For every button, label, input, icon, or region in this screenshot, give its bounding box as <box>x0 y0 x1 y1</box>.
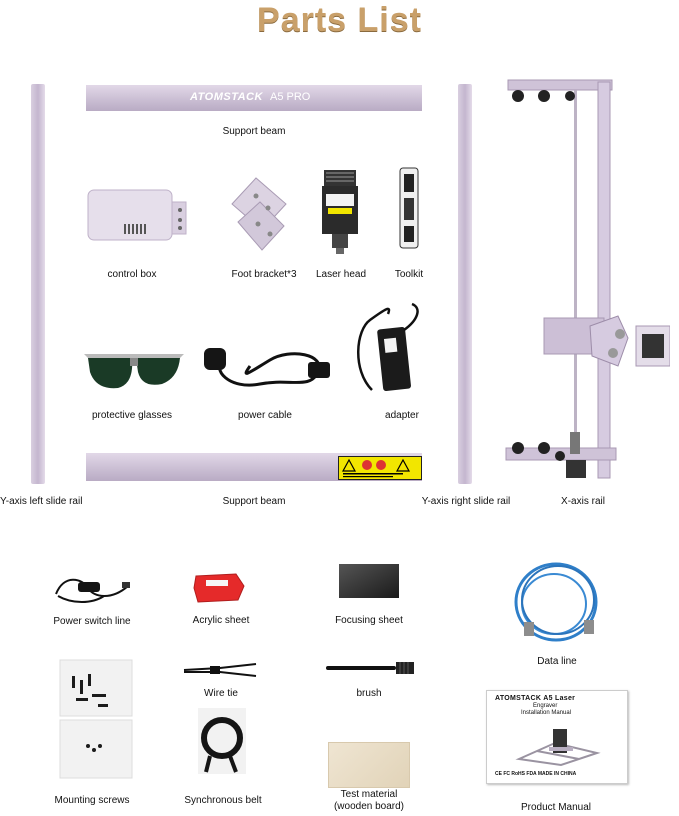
manual-footer: CE FC RoHS FDA MADE IN CHINA <box>495 771 577 777</box>
support-beam-top <box>86 85 422 111</box>
mounting-screws-image <box>58 658 134 782</box>
label-x-axis-rail: X-axis rail <box>561 496 605 507</box>
acrylic-sheet-image <box>192 568 248 608</box>
label-laser-head: Laser head <box>315 269 367 280</box>
label-y-axis-right: Y-axis right slide rail <box>421 496 511 507</box>
focusing-sheet-image <box>337 562 401 600</box>
x-axis-rail-assembly <box>500 76 670 486</box>
label-support-beam-top: Support beam <box>222 126 286 137</box>
brand-model: A5 PRO <box>270 91 311 103</box>
label-support-beam-bottom: Support beam <box>222 496 286 507</box>
label-wire-tie: Wire tie <box>204 688 238 699</box>
label-y-axis-left: Y-axis left slide rail <box>0 496 83 507</box>
label-adapter: adapter <box>385 410 419 421</box>
control-box-image <box>86 186 190 246</box>
label-protective-glasses: protective glasses <box>91 410 173 421</box>
manual-heading-1: ATOMSTACK A5 Laser <box>495 695 576 702</box>
power-switch-line-image <box>52 570 132 606</box>
manual-heading-3: Installation Manual <box>521 710 572 716</box>
label-foot-bracket: Foot bracket*3 <box>231 269 297 280</box>
label-power-switch-line: Power switch line <box>53 616 131 627</box>
adapter-image <box>352 300 428 396</box>
support-beam-bottom <box>86 453 422 481</box>
label-test-material: Test material <box>340 789 398 800</box>
y-axis-left-rail <box>31 84 45 484</box>
label-power-cable: power cable <box>238 410 292 421</box>
page-title: Parts List <box>257 1 422 39</box>
warning-icon <box>339 457 421 479</box>
test-material-image <box>328 742 410 788</box>
power-cable-image <box>200 340 334 396</box>
wire-tie-image <box>180 660 260 680</box>
data-line-image <box>510 556 604 650</box>
label-test-material-sub: (wooden board) <box>333 801 405 812</box>
label-data-line: Data line <box>537 656 577 667</box>
label-focusing-sheet: Focusing sheet <box>335 615 403 626</box>
product-manual-image <box>486 690 628 784</box>
warning-label <box>338 456 422 480</box>
brand-logo: ATOMSTACK <box>190 91 263 103</box>
brush-image <box>324 660 418 676</box>
manual-engraver-illustration <box>509 719 605 767</box>
synchronous-belt-image <box>196 706 248 776</box>
label-acrylic-sheet: Acrylic sheet <box>192 615 250 626</box>
protective-glasses-image <box>82 348 186 394</box>
label-product-manual: Product Manual <box>520 802 592 813</box>
label-brush: brush <box>356 688 382 699</box>
label-control-box: control box <box>107 269 157 280</box>
y-axis-right-rail <box>458 84 472 484</box>
label-synchronous-belt: Synchronous belt <box>184 795 262 806</box>
toolkit-image <box>398 166 420 250</box>
laser-head-image <box>318 168 362 256</box>
label-mounting-screws: Mounting screws <box>54 795 130 806</box>
foot-bracket-image <box>228 174 290 256</box>
manual-heading-2: Engraver <box>533 703 558 709</box>
label-toolkit: Toolkit <box>394 269 424 280</box>
